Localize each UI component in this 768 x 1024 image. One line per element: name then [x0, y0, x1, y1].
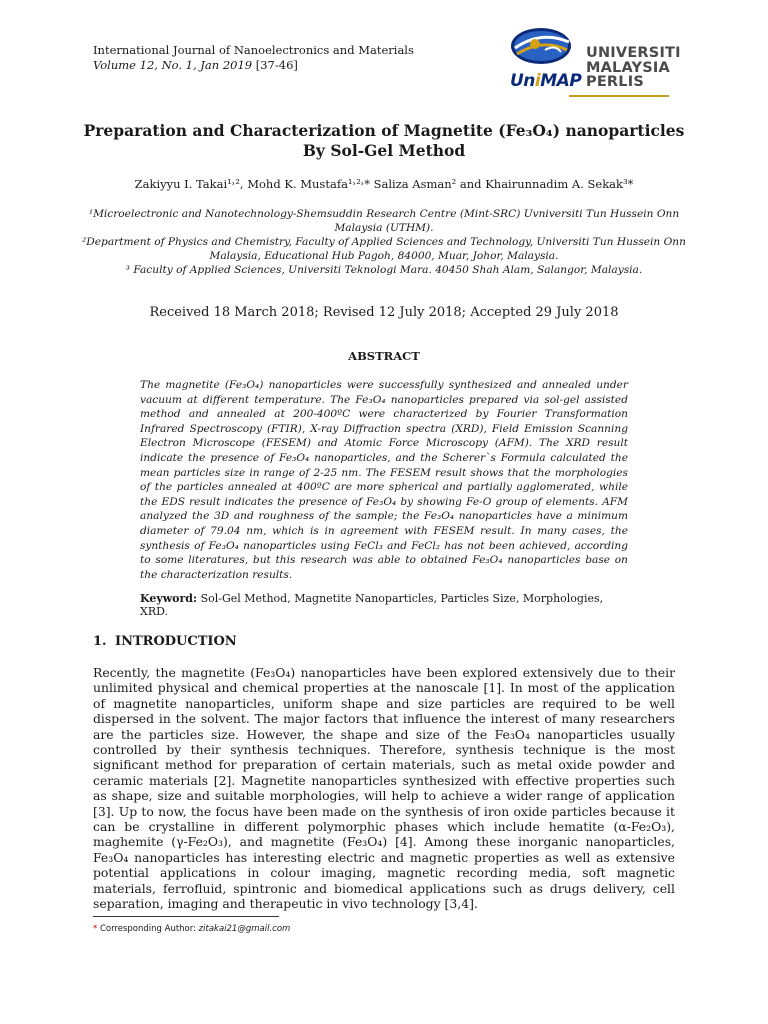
received-dates: Received 18 March 2018; Revised 12 July 2018; Accepted 29 July 2018	[149, 305, 619, 320]
corresponding-author-footnote	[93, 924, 290, 934]
abstract-text: The magnetite (Fe₃O₄) nanoparticles were successfully synthesized and annealed under vacuum at different temperature. The Fe₃O₄ nanoparticles prepared via sol-gel assisted method and annealed at 200-400ºC were characterized by Fourier Transformation Infrared Spectroscopy (FTIR), X-ray Diffraction spectra (XRD), Field Emission Scanning Electron Microscope (FESEM) and Atomic Force Microscopy (AFM). The XRD result indicate the presence of Fe₃O₄ nanoparticles, and the Scherer`s Formula calculated the mean particles size in range of 2-25 nm. The FESEM result shows that the morphologies of the particles annealed at 400ºC are more spherical and partially agglomerated, while the EDS result indicates the presence of Fe₃O₄ by showing Fe-O group of elements. AFM analyzed the 3D and roughness of the sample; the Fe₃O₄ nanoparticles have a minimum diameter of 79.04 nm, which is in agreement with FESEM result. In many cases, the synthesis of Fe₃O₄ nanoparticles using FeCl₃ and FeCl₂ has not been achieved, according to some literatures, but this research was able to obtained Fe₃O₄ nanoparticles base on the characterization results.	[140, 379, 628, 581]
section-number: 1.	[93, 634, 107, 649]
author-list: Zakiyyu I. Takai¹˒², Mohd K. Mustafa¹˒²˒* Saliza Asman² and Khairunnadim A. Sekak³*	[134, 177, 634, 191]
footnote-label: Corresponding Author:	[99, 924, 196, 934]
introduction-paragraph: Recently, the magnetite (Fe₃O₄) nanoparticles have been explored extensively due to their unlimited physical and chemical properties at the nanoscale [1]. In most of the application of magnetite nanoparticles, uniform shape and size particles are required to be well dispersed in the solvent. The major factors that influence the interest of many researchers are the particles size. However, the shape and size of the Fe₃O₄ nanoparticles usually controlled by their synthesis techniques. Therefore, synthesis technique is the most significant method for preparation of certain materials, such as metal oxide powder and ceramic materials [2]. Magnetite nanoparticles synthesized with effective properties such as shape, size and suitable morphologies, will help to achieve a wider range of application [3]. Up to now, the focus have been made on the synthesis of iron oxide particles because it can be crystalline in different polymorphic phases which include hematite (α-Fe₂O₃), maghemite (γ-Fe₂O₃), and magnetite (Fe₃O₄) [4]. Among these inorganic nanoparticles, Fe₃O₄ nanoparticles has interesting electric and magnetic properties as well as extensive potential applications in colour imaging, magnetic recording media, soft magnetic materials, ferrofluid, spintronic and biomedical applications such as drugs delivery, cell separation, imaging and therapeutic in vivo technology [3,4].	[93, 665, 675, 912]
abstract-heading: ABSTRACT	[348, 349, 420, 363]
affiliation-3: ³ Faculty of Applied Sciences, Universiti Teknologi Mara. 40450 Shah Alam, Salangor, Malaysia.	[125, 264, 643, 276]
affiliation-2: ²Department of Physics and Chemistry, Faculty of Applied Sciences and Technology, Universiti Tun Hussein Onn Malaysia, Educational Hub Pagoh, 84000, Muar, Johor, Malaysia.	[82, 236, 686, 262]
section-title: INTRODUCTION	[115, 634, 237, 649]
footnote-marker: *	[93, 924, 98, 934]
logo-underline	[569, 95, 669, 97]
affiliation-1: ¹Microelectronic and Nanotechnology-Shemsuddin Research Centre (Mint-SRC) Uvniversiti Tun Hussein Onn Malaysia (UTHM).	[88, 208, 680, 234]
volume-issue: Volume 12, No. 1, Jan 2019	[93, 58, 253, 72]
footnote-divider	[93, 916, 279, 917]
paper-title: Preparation and Characterization of Magnetite (Fe₃O₄) nanoparticles By Sol-Gel Method	[83, 121, 685, 160]
globe-emblem-icon	[505, 24, 585, 74]
journal-name: International Journal of Nanoelectronics and Materials	[93, 43, 414, 57]
journal-header	[93, 43, 414, 73]
unimap-wordmark: UniMAP	[510, 71, 582, 91]
university-name: UNIVERSITI MALAYSIA PERLIS	[586, 45, 681, 90]
section-heading-introduction	[93, 634, 237, 649]
keywords	[140, 592, 628, 618]
journal-volume	[93, 58, 414, 73]
page-range: [37-46]	[255, 58, 298, 72]
author-email-link[interactable]: zitakai21@gmail.com	[198, 924, 291, 934]
keyword-list: Sol-Gel Method, Magnetite Nanoparticles, Particles Size, Morphologies, XRD.	[140, 592, 604, 618]
affiliations	[80, 207, 688, 277]
keyword-label: Keyword:	[140, 592, 198, 605]
